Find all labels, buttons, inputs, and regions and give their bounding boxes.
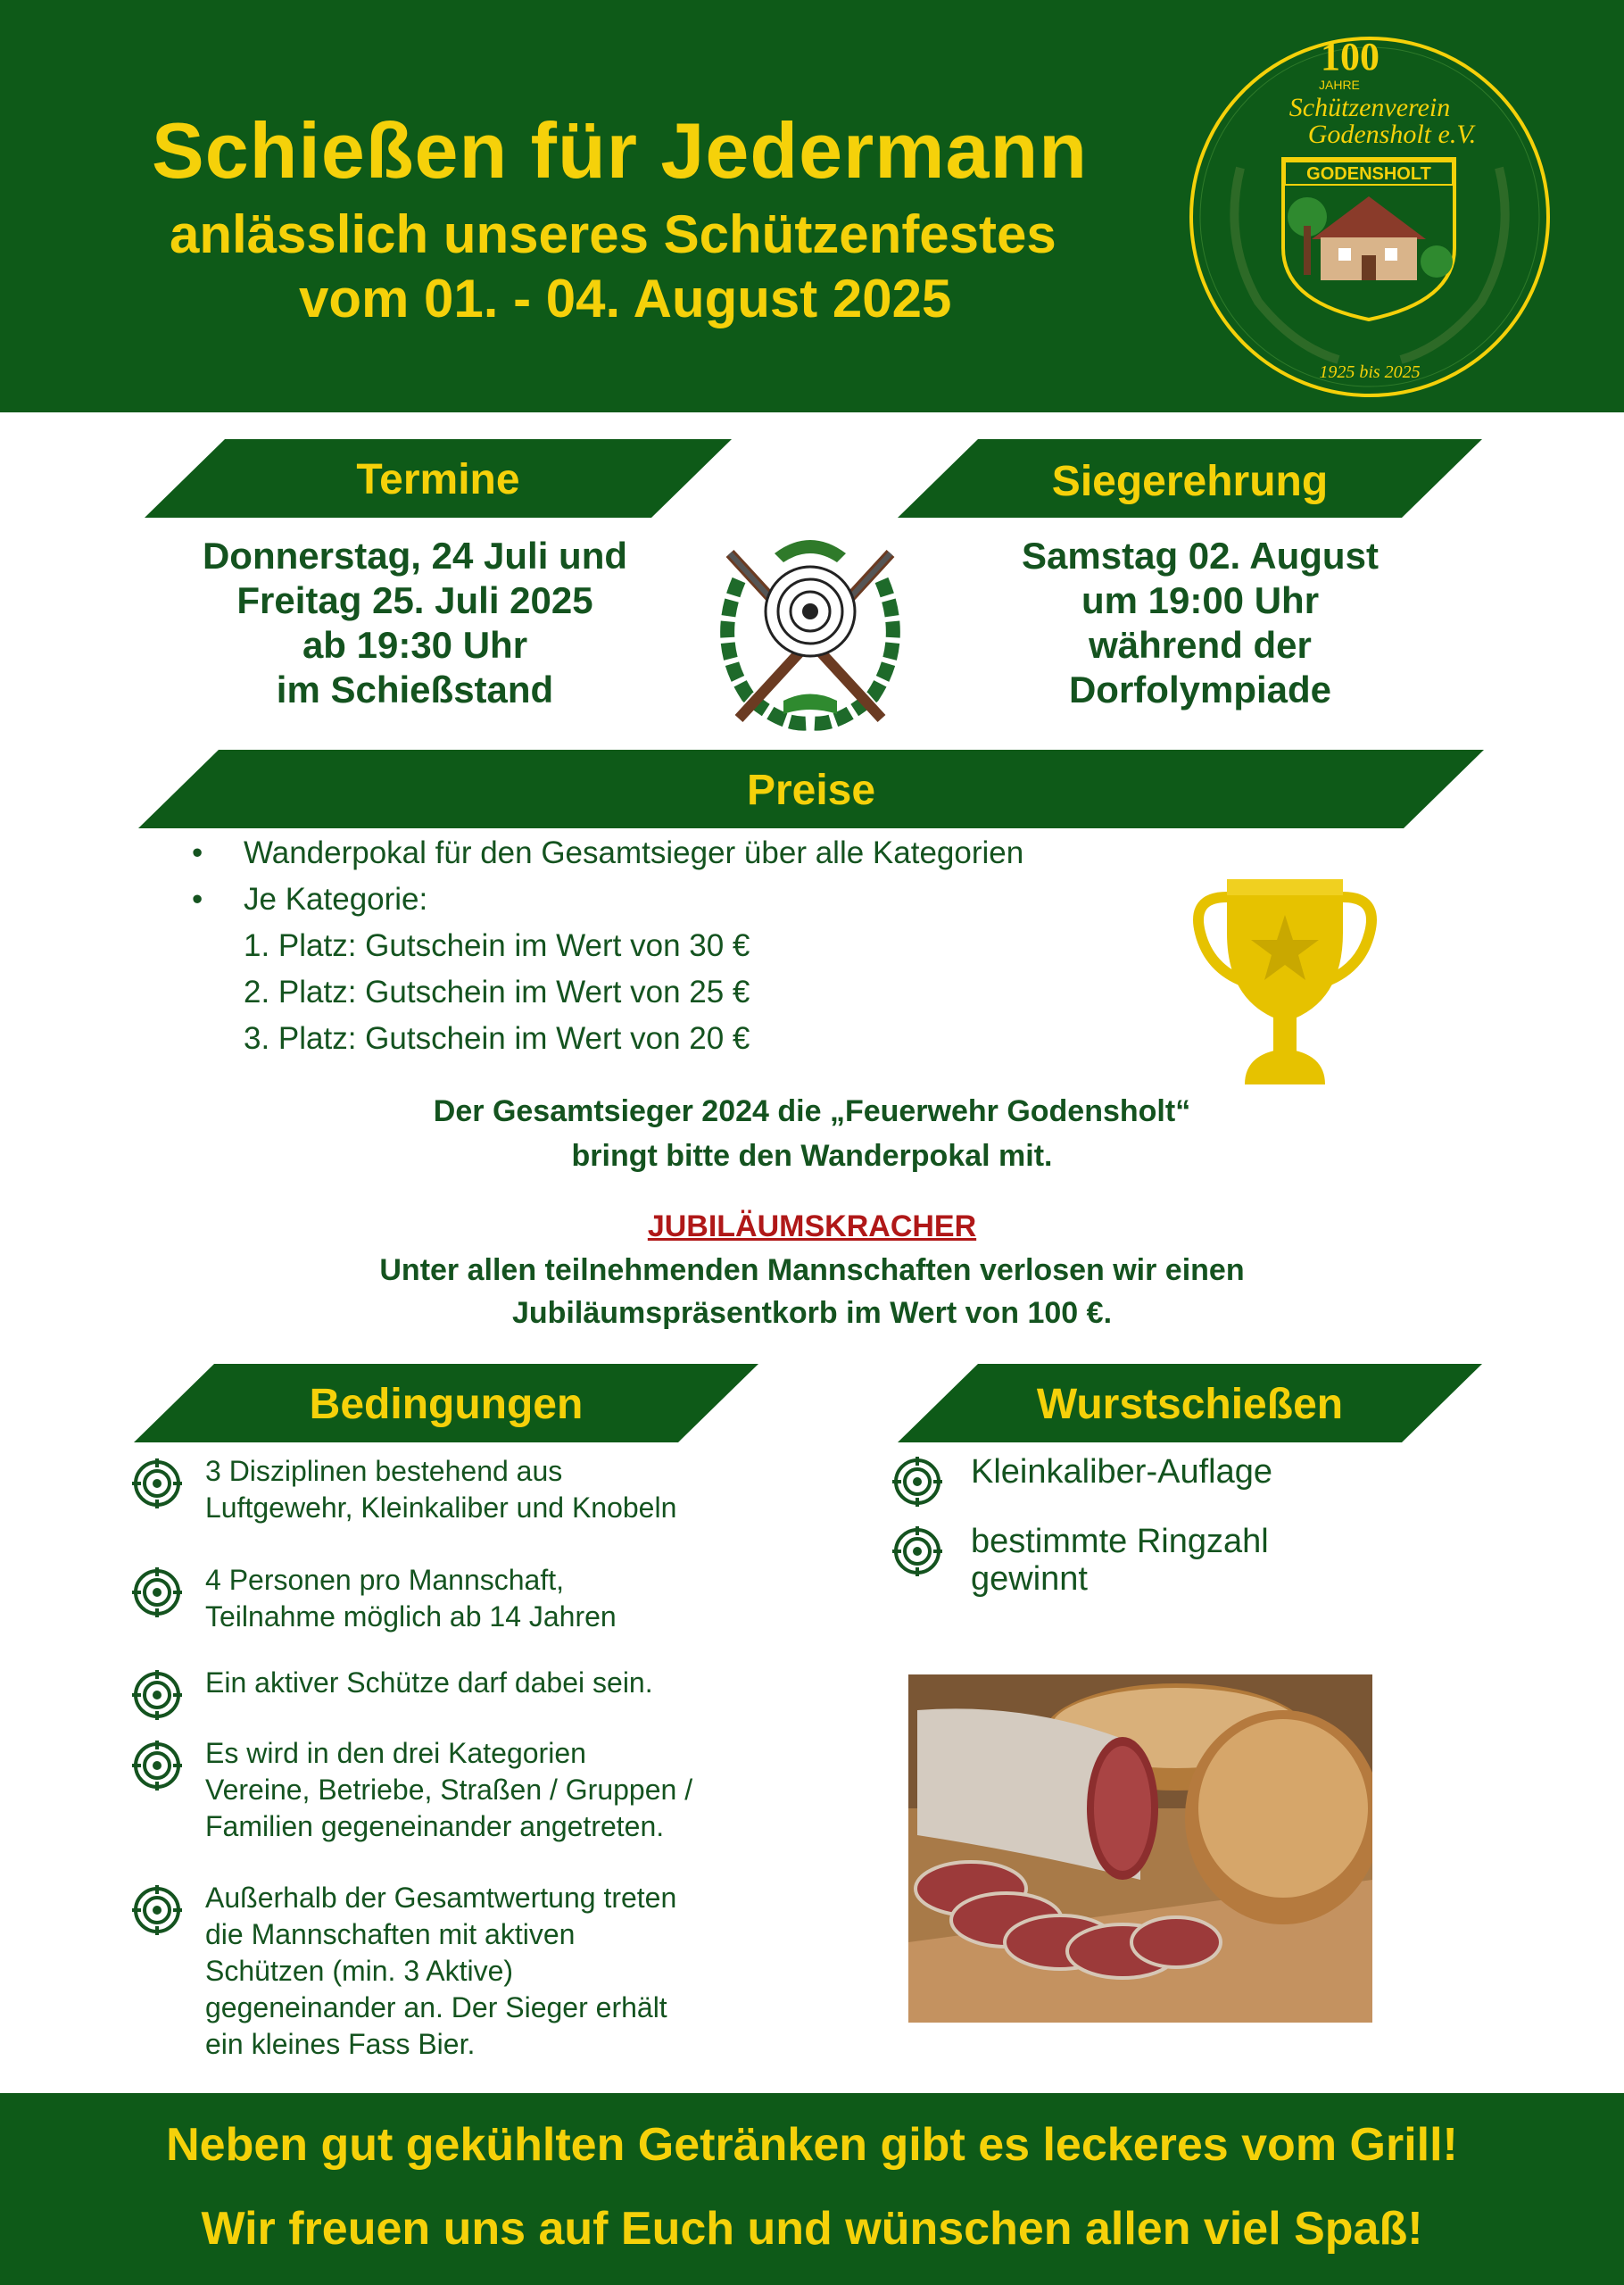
termine-details [143, 534, 687, 712]
siegerehrung-line: Samstag 02. August [1022, 535, 1379, 577]
siegerehrung-details [946, 534, 1454, 712]
subtitle-line-1: anlässlich unseres Schützenfestes [170, 204, 1056, 264]
logo-span: 1925 bis 2025 [1319, 362, 1421, 382]
page-title: Schießen für Jedermann [152, 106, 1088, 195]
target-icon [132, 1567, 182, 1617]
bedingung-text: Außerhalb der Gesamtwertung treten die Mannschaften mit aktiven Schützen (min. 3 Aktive) gegeneinander an. Der Sieger erhält ein kleines Fass Bier. [205, 1882, 677, 2060]
subtitle-line-2: vom 01. - 04. August 2025 [299, 269, 952, 328]
bedingungen-banner [134, 1364, 758, 1442]
logo-club-line-1: Schützenverein [1288, 93, 1451, 122]
logo-years-label: JAHRE [1319, 78, 1360, 92]
wurstschiessen-heading: Wurstschießen [1036, 1381, 1344, 1428]
trophy-icon [1191, 870, 1379, 1089]
target-icon [892, 1526, 942, 1576]
siegerehrung-line: Dorfolympiade [1068, 669, 1332, 710]
wanderpokal-note-line-2: bringt bitte den Wanderpokal mit. [571, 1139, 1053, 1173]
bullet: • [192, 882, 203, 917]
target-icon [892, 1457, 942, 1507]
logo-years: 100 [1321, 35, 1380, 79]
jubilaeum-title: JUBILÄUMSKRACHER [647, 1209, 977, 1243]
target-icon [132, 1458, 182, 1508]
siegerehrung-heading: Siegerehrung [1051, 458, 1329, 505]
target-icon [132, 1670, 182, 1720]
preise-banner [138, 750, 1484, 828]
bedingung-text: 4 Personen pro Mannschaft, Teilnahme möglich ab 14 Jahren [205, 1564, 617, 1633]
preise-item-text: 2. Platz: Gutschein im Wert von 25 € [244, 975, 750, 1010]
sausage-and-bread-image [908, 1674, 1372, 2023]
termine-heading: Termine [356, 456, 520, 503]
jubilaeum-line-2: Jubiläumspräsentkorb im Wert von 100 €. [511, 1296, 1113, 1330]
footer-line-2: Wir freuen uns auf Euch und wünschen allen viel Spaß! [201, 2203, 1423, 2255]
bedingungen-heading: Bedingungen [309, 1381, 584, 1428]
jubilaeum-line-1: Unter allen teilnehmenden Mannschaften verlosen wir einen [379, 1253, 1245, 1287]
target-icon [132, 1885, 182, 1935]
footer-band [0, 2093, 1624, 2285]
wurst-text: bestimmte Ringzahl gewinnt [971, 1523, 1269, 1598]
footer-line-1: Neben gut gekühlten Getränken gibt es leckeres vom Grill! [166, 2119, 1458, 2171]
target-icon [132, 1741, 182, 1791]
termine-line: Freitag 25. Juli 2025 [236, 579, 593, 621]
club-anniversary-logo [1187, 34, 1553, 400]
siegerehrung-line: während der [1089, 624, 1312, 666]
bedingung-text: Es wird in den drei Kategorien Vereine, Betriebe, Straßen / Gruppen / Familien gegeneinander angetreten. [205, 1737, 693, 1842]
preise-item-text: Je Kategorie: [244, 882, 428, 917]
preise-item-text: Wanderpokal für den Gesamtsieger über alle Kategorien [244, 835, 1024, 870]
header-band [0, 0, 1624, 412]
siegerehrung-banner [898, 439, 1482, 518]
bedingung-text: Ein aktiver Schütze darf dabei sein. [205, 1666, 653, 1699]
wurst-text: Kleinkaliber-Auflage [971, 1453, 1272, 1491]
preise-item-text: 3. Platz: Gutschein im Wert von 20 € [244, 1021, 750, 1056]
termine-line: im Schießstand [276, 669, 554, 710]
shooting-target-emblem-icon [712, 527, 908, 732]
wurstschiessen-banner [898, 1364, 1482, 1442]
preise-item-text: 1. Platz: Gutschein im Wert von 30 € [244, 928, 750, 963]
termine-line: ab 19:30 Uhr [302, 624, 528, 666]
logo-club-line-2: Godensholt e.V. [1307, 120, 1477, 149]
siegerehrung-line: um 19:00 Uhr [1081, 579, 1320, 621]
preise-heading: Preise [746, 767, 876, 814]
bedingung-text: 3 Disziplinen bestehend aus Luftgewehr, Kleinkaliber und Knobeln [205, 1455, 677, 1524]
termine-line: Donnerstag, 24 Juli und [202, 535, 628, 577]
wanderpokal-note-line-1: Der Gesamtsieger 2024 die „Feuerwehr Godensholt“ [433, 1094, 1191, 1128]
termine-banner [145, 439, 732, 518]
bullet: • [192, 835, 203, 870]
logo-shield-label: GODENSHOLT [1306, 164, 1431, 184]
